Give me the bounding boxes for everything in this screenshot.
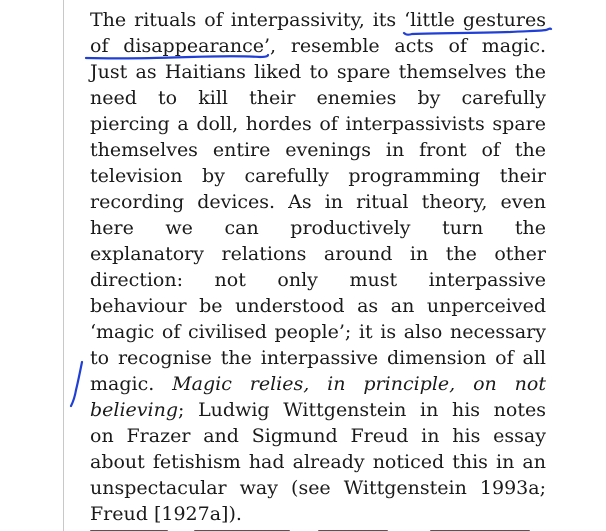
- text-line-4: need to kill their enemies by carefully: [90, 87, 546, 109]
- text-line-16: [90, 397, 546, 423]
- text-line-6: themselves entire evenings in front of the: [90, 139, 546, 161]
- text-line-15: [90, 371, 546, 397]
- text-line-8: recording devices. As in ritual theory, even: [90, 191, 546, 213]
- text-line-2: of disappearance’, resemble acts of magic.: [90, 35, 546, 57]
- text-line-12: behaviour be understood as an unperceived: [90, 295, 546, 317]
- text-line-15-italic: Magic relies, in principle, on not: [172, 373, 546, 395]
- text-line-16-italic: believing: [90, 399, 179, 421]
- text-line-20: Freud [1927a]).: [90, 503, 242, 525]
- text-line-16-plain: ; Ludwig Wittgenstein in his notes: [178, 399, 546, 421]
- text-line-9: here we can productively turn the: [90, 217, 546, 239]
- text-line-11: direction: not only must interpassive: [90, 269, 546, 291]
- page-margin-rule: [63, 0, 64, 531]
- text-line-10: explanatory relations around in the other: [90, 243, 546, 265]
- text-line-18: about fetishism had already noticed this in an: [90, 451, 546, 473]
- text-line-14: to recognise the interpassive dimension of all: [90, 347, 546, 369]
- text-line-15-plain: magic.: [90, 373, 173, 395]
- text-line-17: on Frazer and Sigmund Freud in his essay: [90, 425, 546, 447]
- cut-off-text-line: [90, 520, 546, 531]
- text-line-7: television by carefully programming their: [90, 165, 546, 187]
- text-line-3: Just as Haitians liked to spare themselves the: [90, 61, 546, 83]
- text-line-1: The rituals of interpassivity, its ‘little gestures: [90, 9, 546, 31]
- text-line-13: ‘magic of civilised people’; it is also necessary: [90, 321, 546, 343]
- margin-stroke: [71, 362, 82, 406]
- text-line-19: unspectacular way (see Wittgenstein 1993a;: [90, 477, 546, 499]
- text-line-5: piercing a doll, hordes of interpassivists spare: [90, 113, 546, 135]
